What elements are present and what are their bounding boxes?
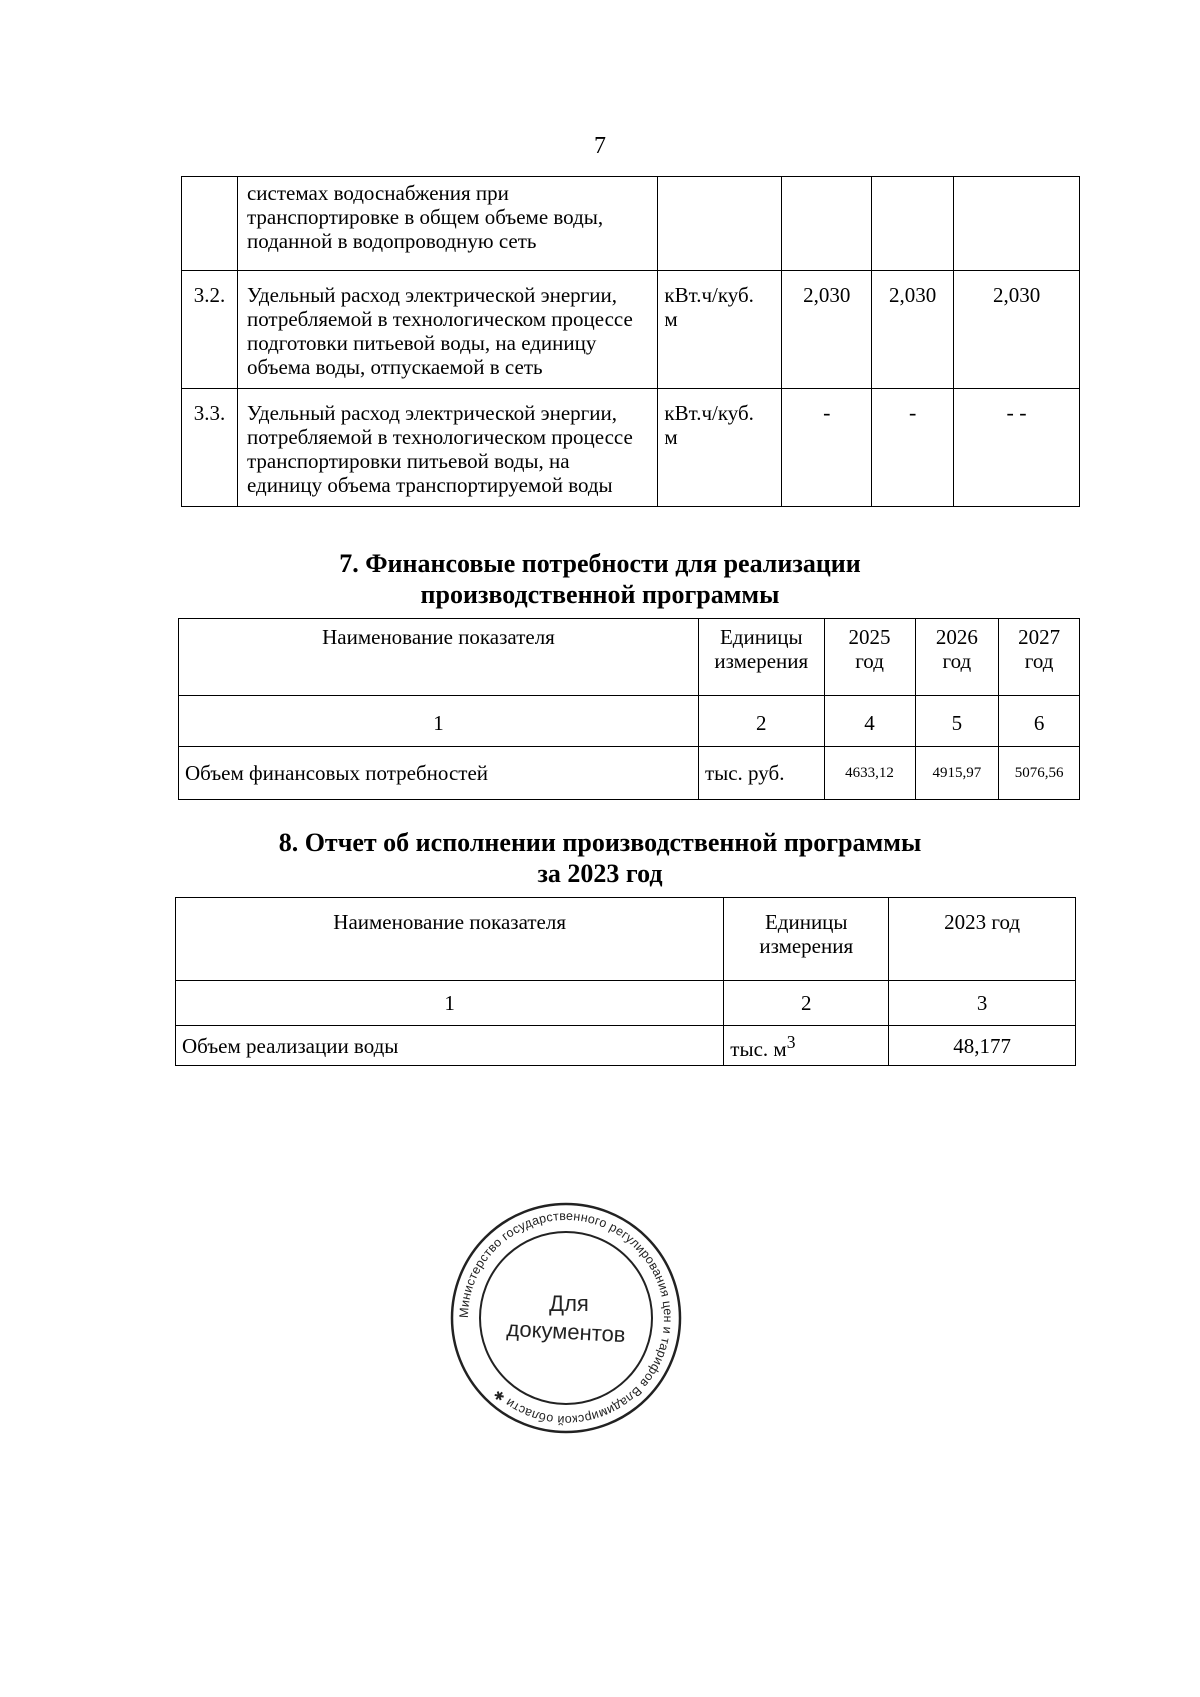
unit-cell: тыс. руб. (698, 747, 824, 800)
indicator-name-line: потребляемой в технологическом процессе (246, 425, 633, 449)
financial-needs-table (178, 618, 1080, 800)
unit-line: кВт.ч/куб. (664, 401, 754, 425)
section-7-heading (0, 548, 1200, 610)
indicator-name-line: транспортировке в общем объеме воды, (246, 205, 604, 229)
stamp-center-line: документов (506, 1315, 627, 1348)
table-row (182, 177, 1080, 271)
column-number: 3 (889, 981, 1076, 1026)
unit-cell (658, 389, 782, 507)
unit-superscript: 3 (786, 1032, 796, 1052)
header-line: измерения (714, 649, 809, 673)
page-number: 7 (594, 133, 606, 159)
header-line: Единицы (764, 910, 848, 934)
value-2027: 2,030 (954, 271, 1080, 389)
column-number: 4 (824, 696, 915, 747)
indicator-name-line: системах водоснабжения при (246, 181, 509, 205)
indicator-name-line: объема воды, отпускаемой в сеть (246, 355, 543, 379)
column-number: 6 (999, 696, 1080, 747)
indicator-name-line: подготовки питьевой воды, на единицу (246, 331, 597, 355)
column-header-2026 (915, 619, 999, 696)
value-2025: 2,030 (782, 271, 872, 389)
indicator-name-line: поданной в водопроводную сеть (246, 229, 537, 253)
header-line: 2027 (1018, 625, 1061, 649)
column-number: 1 (176, 981, 724, 1026)
header-line: Единицы (719, 625, 803, 649)
indicator-name-line: транспортировки питьевой воды, на (246, 449, 570, 473)
table-row (182, 389, 1080, 507)
unit-text: тыс. м (730, 1037, 787, 1061)
value-2026 (872, 177, 954, 271)
value-2027: - - (954, 389, 1080, 507)
row-index: 3.2. (182, 271, 238, 389)
section-8-title-line: 8. Отчет об исполнении производственной программы (278, 828, 922, 857)
header-line: год (942, 649, 972, 673)
row-index (182, 177, 238, 271)
value-2026: - (872, 389, 954, 507)
row-index: 3.3. (182, 389, 238, 507)
indicator-name-line: Удельный расход электрической энергии, (246, 401, 617, 425)
unit-line: м (664, 425, 678, 449)
table-row (176, 1026, 1076, 1066)
column-number: 2 (698, 696, 824, 747)
section-7-title-line: производственной программы (420, 580, 780, 609)
value-2023: 48,177 (889, 1026, 1076, 1066)
section-8-title-line: за 2023 год (537, 859, 663, 888)
value-2027: 5076,56 (999, 747, 1080, 800)
column-header-unit (698, 619, 824, 696)
unit-cell (658, 271, 782, 389)
table-row (179, 747, 1080, 800)
indicator-name: Объем реализации воды (176, 1026, 724, 1066)
column-header-2027 (999, 619, 1080, 696)
column-number: 1 (179, 696, 699, 747)
column-number: 5 (915, 696, 999, 747)
table-header-row (179, 619, 1080, 696)
header-line: год (855, 649, 884, 673)
value-2025 (782, 177, 872, 271)
column-header-name: Наименование показателя (176, 898, 724, 981)
indicator-name-line: потребляемой в технологическом процессе (246, 307, 633, 331)
value-2026: 4915,97 (915, 747, 999, 800)
execution-report-table (175, 897, 1076, 1066)
value-2027 (954, 177, 1080, 271)
unit-line: м (664, 307, 678, 331)
column-header-year: 2023 год (889, 898, 1076, 981)
official-stamp (449, 1201, 683, 1435)
table-header-row (176, 898, 1076, 981)
indicator-name (237, 177, 657, 271)
value-2026: 2,030 (872, 271, 954, 389)
stamp-ring-textpath: Министерство государственного регулирования цен и тарифов Владимирской области ✱ (456, 1208, 676, 1428)
header-line: измерения (759, 934, 854, 958)
indicator-name (237, 271, 657, 389)
indicator-name-line: единицу объема транспортируемой воды (246, 473, 613, 497)
section-8-heading (0, 827, 1200, 889)
column-header-name: Наименование показателя (179, 619, 699, 696)
indicator-name: Объем финансовых потребностей (179, 747, 699, 800)
value-2025: - (782, 389, 872, 507)
unit-cell (724, 1026, 889, 1066)
value-2025: 4633,12 (824, 747, 915, 800)
indicator-name-line: Удельный расход электрической энергии, (246, 283, 617, 307)
unit-line: кВт.ч/куб. (664, 283, 754, 307)
indicators-table-continuation (181, 176, 1080, 507)
column-number-row (176, 981, 1076, 1026)
column-header-2025 (824, 619, 915, 696)
header-line: год (1024, 649, 1054, 673)
indicator-name (237, 389, 657, 507)
header-line: 2026 (935, 625, 978, 649)
table-row (182, 271, 1080, 389)
unit-cell (658, 177, 782, 271)
section-7-title-line: 7. Финансовые потребности для реализации (339, 549, 861, 578)
column-header-unit (724, 898, 889, 981)
stamp-center-line: Для (549, 1291, 589, 1316)
column-number-row (179, 696, 1080, 747)
header-line: 2025 (848, 625, 891, 649)
column-number: 2 (724, 981, 889, 1026)
